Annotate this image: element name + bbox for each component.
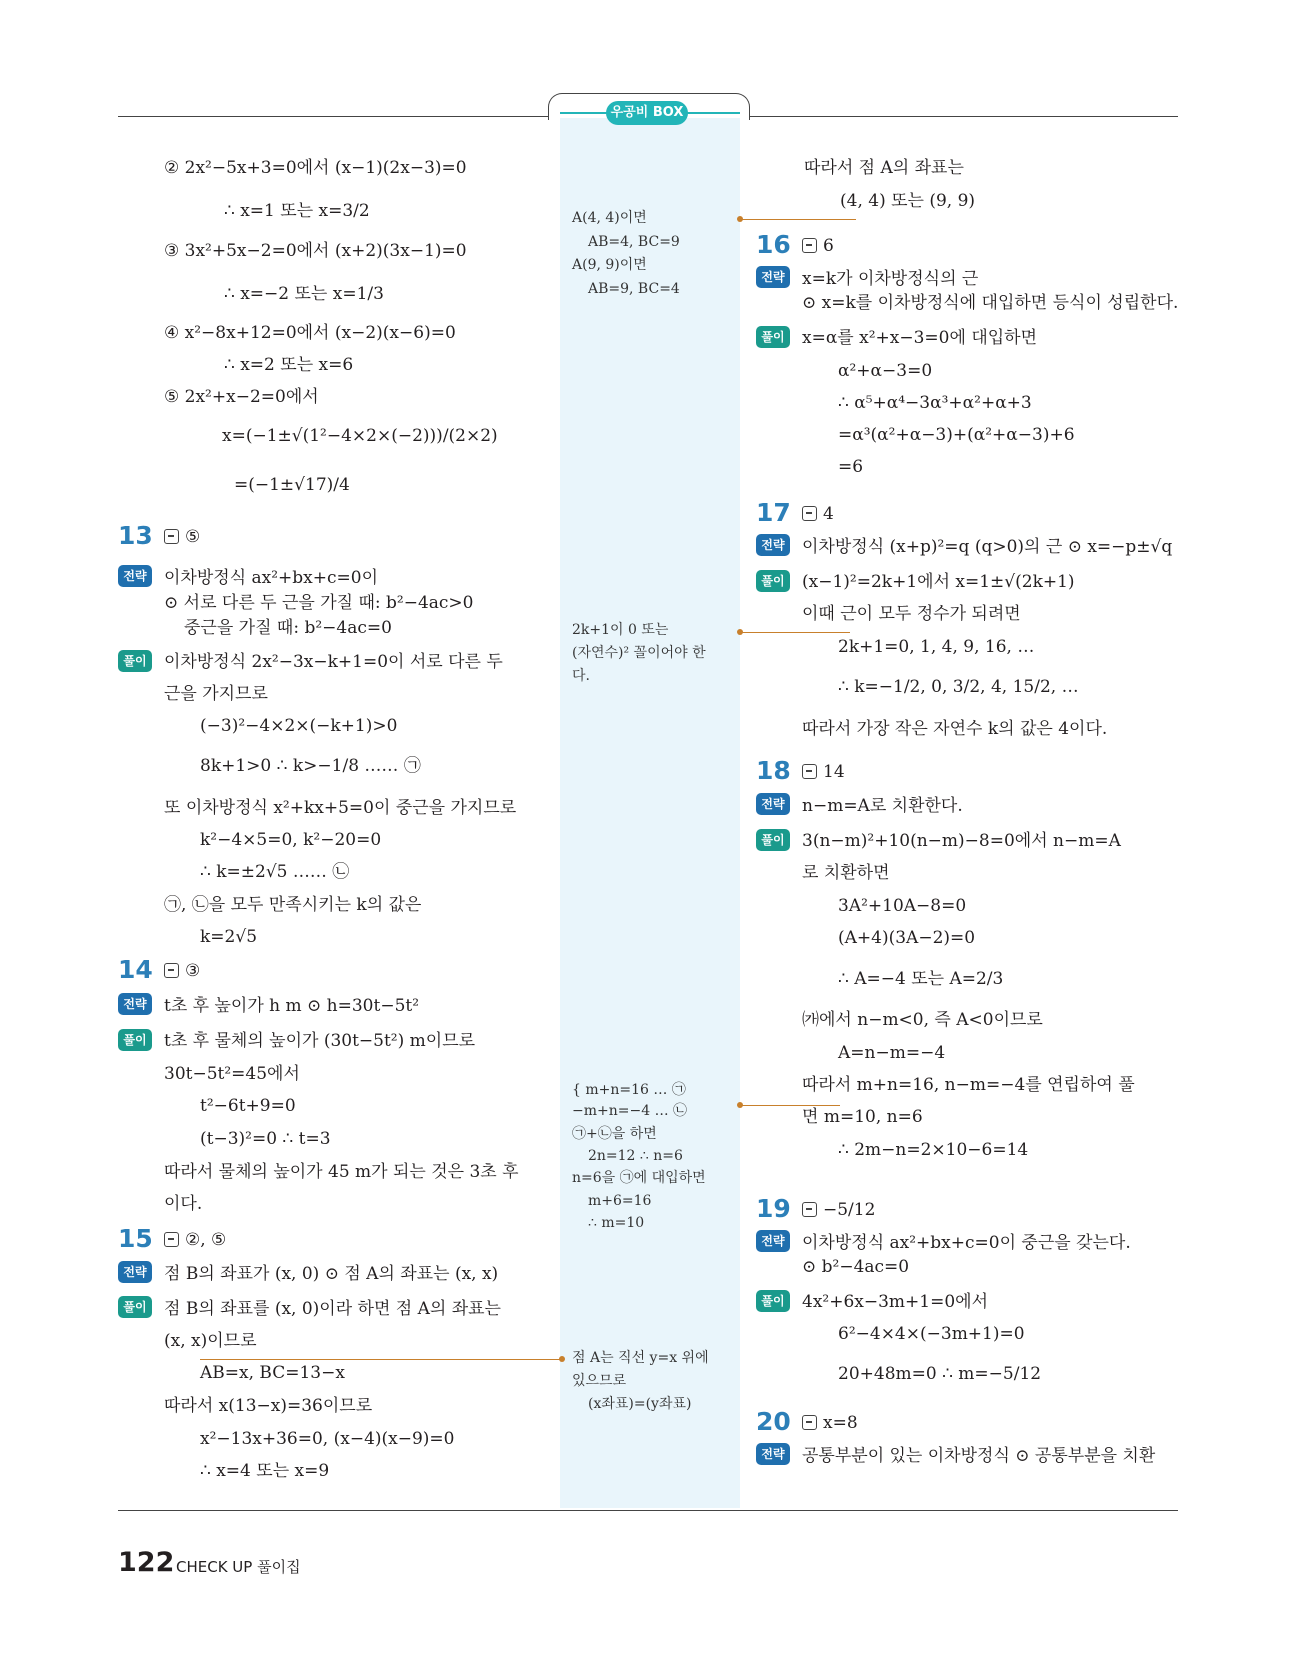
side-note-line: ㉠+㉡을 하면 bbox=[572, 1126, 657, 1142]
solution-line: ∴ k=−1/2, 0, 3/2, 4, 15/2, … bbox=[838, 677, 1079, 697]
strategy-tag: 전략 bbox=[756, 534, 790, 556]
strategy-tag: 전략 bbox=[756, 266, 790, 288]
answer-value: −5/12 bbox=[823, 1200, 876, 1220]
solution-line: =(−1±√17)/4 bbox=[234, 475, 350, 495]
solution-line: ∴ 2m−n=2×10−6=14 bbox=[838, 1140, 1029, 1160]
solution-line: ㈎에서 n−m<0, 즉 A<0이므로 bbox=[802, 1010, 1043, 1030]
solution-line: ∴ α⁵+α⁴−3α³+α²+α+3 bbox=[838, 393, 1032, 413]
problem-number: 18 bbox=[756, 756, 791, 785]
solution-line: 3(n−m)²+10(n−m)−8=0에서 n−m=A bbox=[802, 831, 1121, 851]
solution-line: (−3)²−4×2×(−k+1)>0 bbox=[200, 716, 398, 736]
side-note-line: A(9, 9)이면 bbox=[572, 257, 647, 273]
solution-line: (A+4)(3A−2)=0 bbox=[838, 928, 976, 948]
solution-line: A=n−m=−4 bbox=[838, 1043, 946, 1063]
solution-line: x=α를 x²+x−3=0에 대입하면 bbox=[802, 328, 1038, 348]
page-label: CHECK UP 풀이집 bbox=[176, 1558, 301, 1576]
page-number: 122 bbox=[118, 1547, 175, 1578]
solution-line: ∴ A=−4 또는 A=2/3 bbox=[838, 969, 1004, 989]
solution-line: (x−1)²=2k+1에서 x=1±√(2k+1) bbox=[802, 572, 1075, 592]
solution-tag: 풀이 bbox=[118, 650, 152, 672]
solution-line: ④ x²−8x+12=0에서 (x−2)(x−6)=0 bbox=[164, 323, 456, 343]
solution-line: t초 후 높이가 h m ⊙ h=30t−5t² bbox=[164, 996, 420, 1016]
answer-value: 14 bbox=[823, 762, 845, 782]
solution-line: ∴ x=1 또는 x=3/2 bbox=[224, 201, 370, 221]
solution-line: 이차방정식 2x²−3x−k+1=0이 서로 다른 두 bbox=[164, 652, 503, 672]
answer-icon bbox=[802, 238, 817, 253]
solution-line: 따라서 가장 작은 자연수 k의 값은 4이다. bbox=[802, 719, 1108, 739]
solution-tag: 풀이 bbox=[756, 829, 790, 851]
side-note-line: 있으므로 bbox=[572, 1373, 627, 1389]
solution-tag: 풀이 bbox=[756, 570, 790, 592]
solution-line: =6 bbox=[838, 457, 864, 477]
side-note-line: ∴ m=10 bbox=[588, 1215, 645, 1231]
connector-line bbox=[740, 632, 850, 633]
side-note-line: 2n=12 ∴ n=6 bbox=[588, 1148, 683, 1164]
solution-line: (x, x)이므로 bbox=[164, 1331, 257, 1351]
solution-line: ⑤ 2x²+x−2=0에서 bbox=[164, 387, 319, 407]
solution-line: AB=x, BC=13−x bbox=[200, 1363, 345, 1383]
solution-line: ∴ x=4 또는 x=9 bbox=[200, 1461, 330, 1481]
answer-icon bbox=[164, 1232, 179, 1247]
solution-line: ∴ x=−2 또는 x=1/3 bbox=[224, 284, 384, 304]
strategy-tag: 전략 bbox=[756, 1230, 790, 1252]
answer bbox=[802, 235, 834, 257]
box-label-line-right bbox=[684, 112, 740, 114]
solution-line: 20+48m=0 ∴ m=−5/12 bbox=[838, 1364, 1042, 1384]
strategy-tag: 전략 bbox=[118, 993, 152, 1015]
connector-line bbox=[740, 1105, 840, 1106]
solution-tag: 풀이 bbox=[118, 1029, 152, 1051]
answer bbox=[164, 526, 200, 548]
side-note-column bbox=[560, 118, 740, 1508]
solution-line: t²−6t+9=0 bbox=[200, 1096, 296, 1116]
solution-line: (t−3)²=0 ∴ t=3 bbox=[200, 1129, 331, 1149]
solution-line: ③ 3x²+5x−2=0에서 (x+2)(3x−1)=0 bbox=[164, 241, 467, 261]
solution-line: ⊙ 서로 다른 두 근을 가질 때: b²−4ac>0 bbox=[164, 593, 474, 613]
solution-line: 이다. bbox=[164, 1194, 203, 1214]
solution-line: 3A²+10A−8=0 bbox=[838, 896, 967, 916]
problem-number: 15 bbox=[118, 1224, 153, 1253]
answer-icon bbox=[802, 764, 817, 779]
solution-line: =α³(α²+α−3)+(α²+α−3)+6 bbox=[838, 425, 1075, 445]
connector-line bbox=[740, 219, 856, 220]
answer bbox=[802, 1412, 858, 1434]
solution-line: 이차방정식 ax²+bx+c=0이 bbox=[164, 568, 379, 588]
problem-number: 16 bbox=[756, 230, 791, 259]
solution-line: 4x²+6x−3m+1=0에서 bbox=[802, 1292, 989, 1312]
answer-icon bbox=[802, 1202, 817, 1217]
problem-number: 13 bbox=[118, 521, 153, 550]
side-note-line: (자연수)² 꼴이어야 한 bbox=[572, 645, 706, 661]
solution-line: ∴ x=2 또는 x=6 bbox=[224, 355, 354, 375]
answer-value: ②, ⑤ bbox=[185, 1230, 227, 1250]
solution-line: 이차방정식 ax²+bx+c=0이 중근을 갖는다. bbox=[802, 1233, 1131, 1253]
solution-line: 로 치환하면 bbox=[802, 863, 890, 883]
connector-line bbox=[200, 1359, 560, 1360]
answer-icon bbox=[802, 506, 817, 521]
answer bbox=[164, 960, 200, 982]
side-note-line: A(4, 4)이면 bbox=[572, 210, 647, 226]
solution-line: k=2√5 bbox=[200, 927, 258, 947]
solution-line: 2k+1=0, 1, 4, 9, 16, … bbox=[838, 637, 1035, 657]
side-note-line: AB=9, BC=4 bbox=[588, 281, 680, 297]
solution-line: ⊙ x=k를 이차방정식에 대입하면 등식이 성립한다. bbox=[802, 293, 1179, 313]
strategy-tag: 전략 bbox=[756, 793, 790, 815]
solution-line: 이차방정식 (x+p)²=q (q>0)의 근 ⊙ x=−p±√q bbox=[802, 537, 1173, 557]
solution-line: ∴ k=±2√5 …… ㉡ bbox=[200, 862, 350, 882]
solution-line: 점 B의 좌표가 (x, 0) ⊙ 점 A의 좌표는 (x, x) bbox=[164, 1264, 499, 1284]
side-note-line: m+6=16 bbox=[588, 1193, 652, 1209]
solution-line: 따라서 x(13−x)=36이므로 bbox=[164, 1396, 373, 1416]
answer-value: 4 bbox=[823, 504, 834, 524]
answer bbox=[164, 1229, 226, 1251]
problem-number: 19 bbox=[756, 1194, 791, 1223]
solution-line: 따라서 m+n=16, n−m=−4를 연립하여 풀 bbox=[802, 1075, 1135, 1095]
strategy-tag: 전략 bbox=[118, 565, 152, 587]
solution-line: n−m=A로 치환한다. bbox=[802, 796, 963, 816]
side-note-line: 점 A는 직선 y=x 위에 bbox=[572, 1350, 709, 1366]
answer bbox=[802, 761, 845, 783]
answer-value: 6 bbox=[823, 236, 834, 256]
solution-line: 6²−4×4×(−3m+1)=0 bbox=[838, 1324, 1025, 1344]
solution-line: k²−4×5=0, k²−20=0 bbox=[200, 830, 382, 850]
solution-line: 근을 가지므로 bbox=[164, 684, 268, 704]
problem-number: 17 bbox=[756, 498, 791, 527]
solution-line: ㉠, ㉡을 모두 만족시키는 k의 값은 bbox=[164, 895, 422, 915]
box-label-line-left bbox=[560, 112, 610, 114]
solution-line: 점 B의 좌표를 (x, 0)이라 하면 점 A의 좌표는 bbox=[164, 1299, 501, 1319]
solution-line: 따라서 점 A의 좌표는 bbox=[804, 158, 964, 178]
side-note-line: (x좌표)=(y좌표) bbox=[588, 1396, 692, 1412]
side-note-line: 2k+1이 0 또는 bbox=[572, 622, 669, 638]
answer-value: ③ bbox=[185, 961, 201, 981]
answer-value: x=8 bbox=[823, 1413, 858, 1433]
solution-line: 중근을 가질 때: b²−4ac=0 bbox=[184, 618, 392, 638]
side-note-line: { m+n=16 … ㉠ bbox=[572, 1082, 686, 1098]
strategy-tag: 전략 bbox=[118, 1261, 152, 1283]
answer bbox=[802, 1199, 875, 1221]
solution-line: x=k가 이차방정식의 근 bbox=[802, 269, 979, 289]
solution-line: (4, 4) 또는 (9, 9) bbox=[840, 191, 976, 211]
header-rule-right bbox=[746, 116, 1178, 117]
solution-line: 면 m=10, n=6 bbox=[802, 1107, 923, 1127]
side-note-line: AB=4, BC=9 bbox=[588, 234, 680, 250]
solution-tag: 풀이 bbox=[756, 326, 790, 348]
strategy-tag: 전략 bbox=[756, 1443, 790, 1465]
answer-icon bbox=[164, 529, 179, 544]
solution-line: ② 2x²−5x+3=0에서 (x−1)(2x−3)=0 bbox=[164, 158, 467, 178]
solution-line: 이때 근이 모두 정수가 되려면 bbox=[802, 604, 1021, 624]
solution-line: t초 후 물체의 높이가 (30t−5t²) m이므로 bbox=[164, 1031, 476, 1051]
footer-rule bbox=[118, 1510, 1178, 1511]
side-note-line: n=6을 ㉠에 대입하면 bbox=[572, 1170, 706, 1186]
answer bbox=[802, 503, 834, 525]
side-note-line: −m+n=−4 … ㉡ bbox=[572, 1103, 688, 1119]
problem-number: 20 bbox=[756, 1407, 791, 1436]
problem-number: 14 bbox=[118, 955, 153, 984]
answer-value: ⑤ bbox=[185, 527, 201, 547]
answer-icon bbox=[164, 963, 179, 978]
solution-line: 따라서 물체의 높이가 45 m가 되는 것은 3초 후 bbox=[164, 1162, 519, 1182]
box-label: 우공비 BOX bbox=[606, 101, 688, 125]
solution-line: x²−13x+36=0, (x−4)(x−9)=0 bbox=[200, 1429, 455, 1449]
solution-line: 8k+1>0 ∴ k>−1/8 …… ㉠ bbox=[200, 756, 421, 776]
solution-line: α²+α−3=0 bbox=[838, 361, 933, 381]
answer-icon bbox=[802, 1415, 817, 1430]
solution-tag: 풀이 bbox=[756, 1290, 790, 1312]
solution-line: ⊙ b²−4ac=0 bbox=[802, 1257, 910, 1277]
header-rule-left bbox=[118, 116, 550, 117]
solution-line: 30t−5t²=45에서 bbox=[164, 1064, 300, 1084]
solution-line: 공통부분이 있는 이차방정식 ⊙ 공통부분을 치환 bbox=[802, 1446, 1156, 1466]
solution-line: 또 이차방정식 x²+kx+5=0이 중근을 가지므로 bbox=[164, 798, 517, 818]
side-note-line: 다. bbox=[572, 668, 590, 684]
solution-line: x=(−1±√(1²−4×2×(−2)))/(2×2) bbox=[222, 426, 498, 446]
solution-tag: 풀이 bbox=[118, 1296, 152, 1318]
